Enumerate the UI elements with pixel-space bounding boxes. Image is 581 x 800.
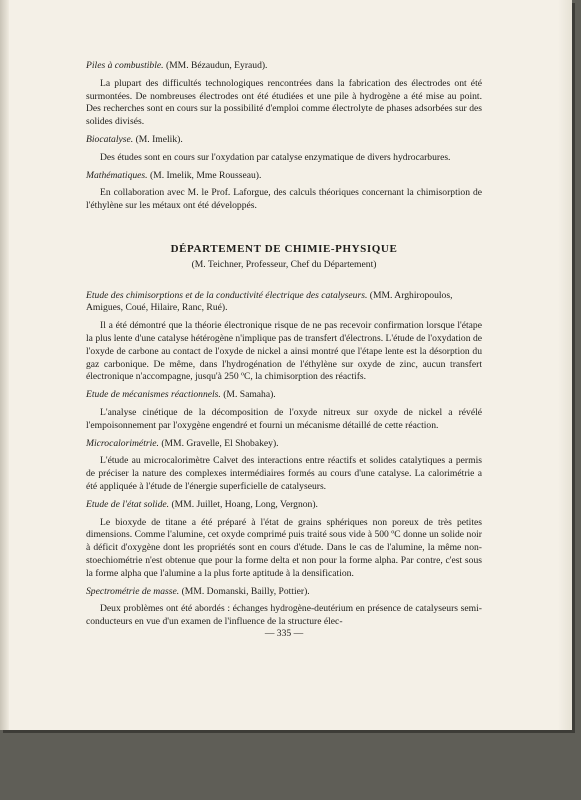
section-authors: (MM. Gravelle, El Shobakey).: [161, 437, 279, 449]
section-heading-spectrometrie: [86, 586, 482, 599]
section-heading-microcalorimetrie: [86, 438, 482, 451]
department-title: DÉPARTEMENT DE CHIMIE-PHYSIQUE: [170, 242, 398, 255]
section-paragraph: Le bioxyde de titane a été préparé à l'état de grains sphériques non poreux de très petites dimensions. Comme l'alumine, cet oxyde comprimé puis traité sous vide à 500 ºC donne un solide noir à déficit d'oxygène dont les propriétés sont en cours d'étude. Dans le cas de l'alumine, la même non-stoechiométrie n'est obtenue que pour la forme delta et non pour la forme alpha. Par contre, c'est sous la forme alpha que l'alumine a la plus forte aptitude à la densification.: [86, 516, 482, 579]
section-authors: (M. Imelik).: [135, 133, 183, 145]
section-authors: (MM. Arghiropoulos, Amigues, Coué, Hilaire, Ranc, Rué).: [86, 289, 453, 314]
page-spine-shadow: [0, 0, 9, 730]
section-title: Microcalorimétrie.: [86, 437, 159, 449]
section-paragraph: L'étude au microcalorimètre Calvet des interactions entre réactifs et solides catalytiques a permis de préciser la nature des complexes intermédiaires formés au cours d'une catalyse. La calorimétrie a été appliquée à l'étude de l'énergie superficielle de catalyseurs.: [86, 455, 482, 492]
section-title: Spectrométrie de masse.: [86, 585, 180, 597]
section-heading-biocatalyse: [86, 134, 482, 147]
section-title: Biocatalyse.: [86, 133, 134, 145]
page-number: — 335 —: [264, 628, 304, 639]
department-subtitle: (M. Teichner, Professeur, Chef du Département): [191, 258, 377, 270]
section-paragraph: La plupart des difficultés technologiques rencontrées dans la fabrication des électrodes ont été surmontées. De nombreuses électrodes ont été étudiées et une pile à hydrogène a été mise au point. Des recherches sont en cours sur la possibilité d'emploi comme électrolyte de phases adsorbées sur des solides divisés.: [86, 77, 482, 128]
section-paragraph: Des études sont en cours sur l'oxydation par catalyse enzymatique de divers hydrocarbures.: [100, 151, 451, 163]
section-paragraph: En collaboration avec M. le Prof. Laforgue, des calculs théoriques concernant la chimisorption de l'éthylène sur les métaux ont été développés.: [86, 187, 482, 212]
section-heading-mathematiques: [86, 170, 482, 183]
section-paragraph: L'analyse cinétique de la décomposition de l'oxyde nitreux sur oxyde de nickel a révélé l'empoisonnement par l'oxygène engendré et fourni un mécanisme détaillé de cette réaction.: [86, 406, 482, 431]
section-authors: (MM. Domanski, Bailly, Pottier).: [181, 585, 310, 597]
section-heading-mecanismes: [86, 389, 482, 402]
section-title: Etude de l'état solide.: [86, 498, 170, 510]
section-heading-etat-solide: [86, 499, 482, 512]
section-heading-chimisorptions: [86, 290, 482, 316]
section-heading-piles: [86, 60, 482, 73]
section-paragraph: Deux problèmes ont été abordés : échanges hydrogène-deutérium en présence de catalyseurs semi-conducteurs en vue d'un examen de l'influence de la structure élec-: [86, 603, 482, 628]
section-authors: (MM. Juillet, Hoang, Long, Vergnon).: [171, 498, 318, 510]
section-paragraph: Il a été démontré que la théorie électronique risque de ne pas recevoir confirmation lorsque l'étape la plus lente d'une catalyse hétérogène n'implique pas de transfert d'électrons. L'étude de l'oxydation de l'oxyde de carbone au contact de l'oxyde de nickel a ainsi montré que l'étape lente est la désorption du gaz carbonique. De même, dans l'hydrogénation de l'éthylène sur oxyde de zinc, aucun transfert électronique n'accompagne, jusqu'à 250 ºC, la chimisorption des réactifs.: [86, 320, 482, 383]
section-authors: (M. Imelik, Mme Rousseau).: [149, 169, 262, 181]
text-column: [86, 60, 482, 634]
section-title: Mathématiques.: [86, 169, 148, 181]
section-title: Piles à combustible.: [86, 60, 164, 71]
page-edge-shadow: [558, 0, 572, 730]
section-authors: (MM. Bézaudun, Eyraud).: [165, 60, 268, 71]
section-title: Etude des chimisorptions et de la conductivité électrique des catalyseurs.: [86, 289, 368, 301]
section-authors: (M. Samaha).: [223, 389, 276, 401]
section-title: Etude de mécanismes réactionnels.: [86, 389, 221, 401]
